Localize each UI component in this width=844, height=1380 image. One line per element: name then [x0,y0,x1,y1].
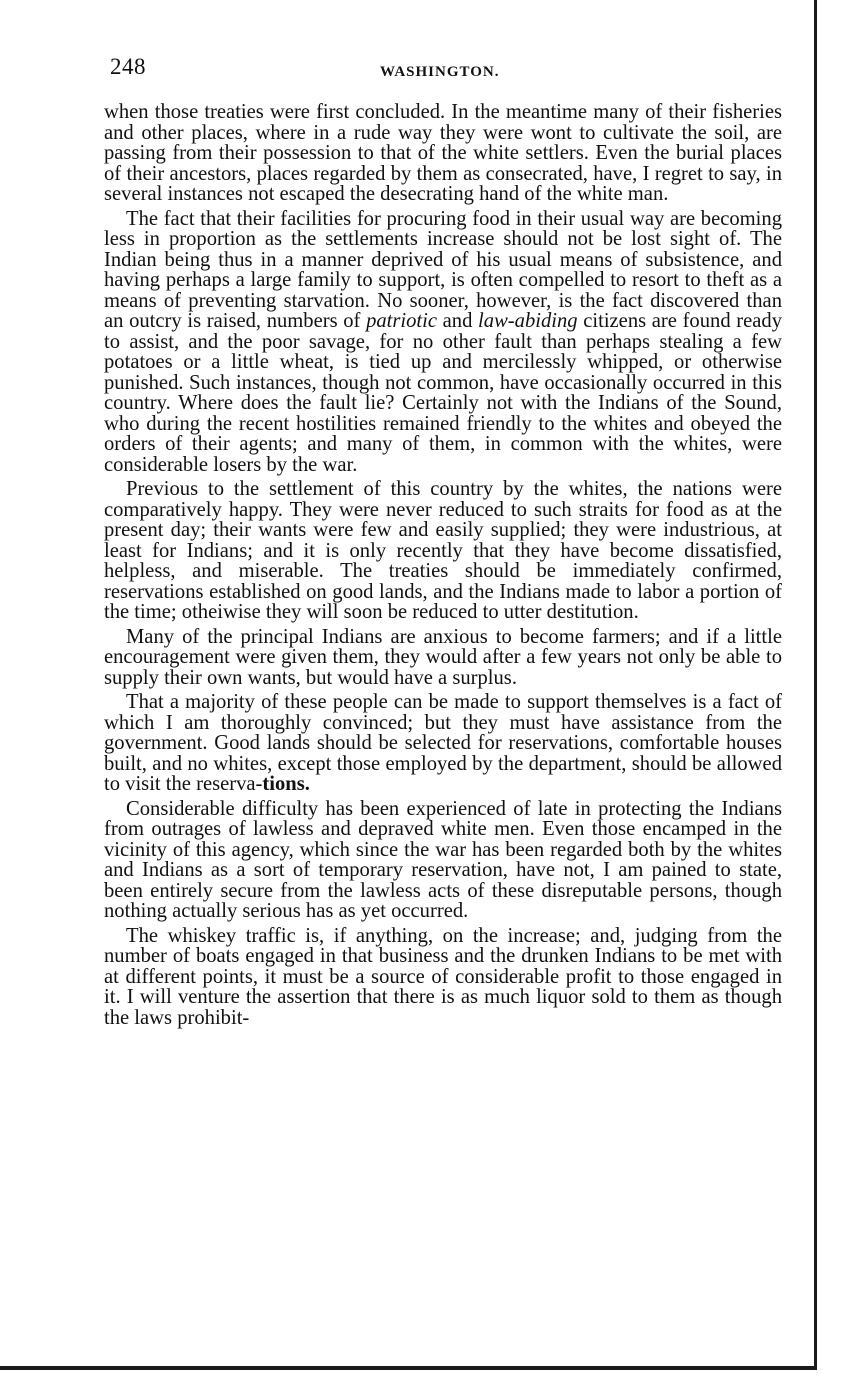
paragraph-6 [104,799,782,922]
paragraph-2-text-c: citizens are found ready to assist, and the poor savage, for no other fault than perhaps stealing a few potatoes or a little wheat, is tied up and mercilessly whipped, or otherwise punished. Such instances, though not common, have occasionally occurred in this country. Where does the fault lie? Certainly not with the Indians of the Sound, who during the recent hostilities remained friendly to the whites and obeyed the orders of their agents; and many of them, in common with the whites, were considerable losers by the war. [104,310,782,476]
page-number: 248 [110,54,146,79]
paragraph-3-text: Previous to the settlement of this country by the whites, the nations were comparatively happy. They were never reduced to such straits for food as at the present day; their wants were few and easily supplied; they were industrious, at least for Indians; and it is only recently that they have become dissatisfied, helpless, and miserable. The treaties should be immediately confirmed, reservations established on good lands, and the Indians made to labor a portion of the time; otheiwise they will soon be reduced to utter destitution. [104,478,782,623]
paragraph-1-text: when those treaties were first concluded. In the meantime many of their fisheries and other places, where in a rude way they were wont to cultivate the soil, are passing from their possession to that of the white settlers. Even the burial places of their ancestors, places regarded by them as consecrated, have, I regret to say, in several instances not escaped the desecrating hand of the white man. [104,101,782,205]
paragraph-4-text: Many of the principal Indians are anxious to become farmers; and if a little encouragement were given them, they would after a few years not only be able to supply their own wants, but would have a surplus. [104,625,782,689]
paragraph-2-text-a: The fact that their facilities for procuring food in their usual way are becoming less in proportion as the settlements increase should not be lost sight of. The Indian being thus in a manner deprived of his usual means of subsistence, and having perhaps a large family to support, is often compelled to resort to theft as a means of preventing starvation. No sooner, however, is the fact discovered than an outcry is raised, numbers of [104,207,782,332]
italic-word-patriotic: patriotic [366,310,438,332]
paragraph-7 [104,926,782,1029]
running-head: WASHINGTON. [380,64,500,80]
italic-word-law-abiding: law-abiding [478,310,578,332]
paragraph-7-text: The whiskey traffic is, if anything, on the increase; and, judging from the number of boats engaged in that business and the drunken Indians to be met with at different points, it must be a source of considerable profit to those engaged in it. I will venture the assertion that there is as much liquor sold to them as though the laws prohibit- [104,924,782,1029]
paragraph-5-text: That a majority of these people can be made to support themselves is a fact of which I am thoroughly convinced; but they must have assistance from the government. Good lands should be selected for reservations, comfortable houses built, and no whites, except those employed by the department, should be allowed to visit the reserva- [104,691,782,795]
body-text [104,102,782,1028]
paragraph-2-text-b: and [437,310,479,332]
paragraph-1 [104,102,782,205]
paragraph-6-text: Considerable difficulty has been experienced of late in protecting the Indians from outrages of lawless and depraved white men. Even those encamped in the vicinity of this agency, which since the war has been regarded both by the whites and Indians as a sort of temporary reservation, have not, I am pained to state, been entirely secure from the lawless acts of these disreputable persons, though nothing actually serious has as yet occurred. [104,797,782,922]
paragraph-5 [104,692,782,795]
page-header [108,54,784,88]
paragraph-2 [104,209,782,476]
bold-word-tions: tions. [262,773,310,795]
paragraph-3 [104,479,782,623]
paragraph-4 [104,627,782,689]
